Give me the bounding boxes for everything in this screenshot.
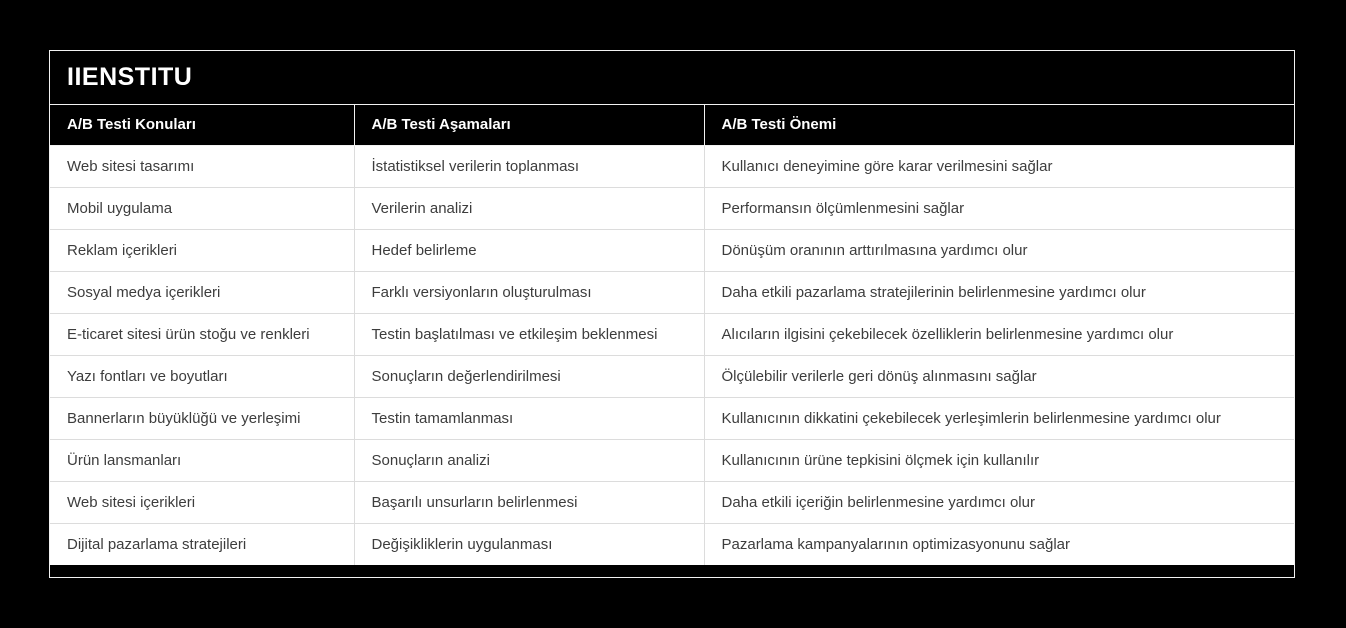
- table-cell: Testin tamamlanması: [354, 397, 704, 439]
- table-cell: Kullanıcının dikkatini çekebilecek yerleşimlerin belirlenmesine yardımcı olur: [704, 397, 1294, 439]
- table-row: [50, 145, 1294, 187]
- table-cell: Ölçülebilir verilerle geri dönüş alınmasını sağlar: [704, 355, 1294, 397]
- table-row: [50, 187, 1294, 229]
- column-header-topics: A/B Testi Konuları: [50, 105, 354, 145]
- table-row: [50, 313, 1294, 355]
- table-row: [50, 355, 1294, 397]
- table-cell: Hedef belirleme: [354, 229, 704, 271]
- table-header: [50, 105, 1294, 145]
- table-cell: Bannerların büyüklüğü ve yerleşimi: [50, 397, 354, 439]
- table-cell: Ürün lansmanları: [50, 439, 354, 481]
- column-header-importance: A/B Testi Önemi: [704, 105, 1294, 145]
- table-cell: Performansın ölçümlenmesini sağlar: [704, 187, 1294, 229]
- table-cell: Değişikliklerin uygulanması: [354, 523, 704, 565]
- title-bar: [50, 51, 1294, 105]
- table-cell: Reklam içerikleri: [50, 229, 354, 271]
- table-cell: Pazarlama kampanyalarının optimizasyonunu sağlar: [704, 523, 1294, 565]
- table-header-row: [50, 105, 1294, 145]
- table-cell: Dijital pazarlama stratejileri: [50, 523, 354, 565]
- table-cell: Sonuçların değerlendirilmesi: [354, 355, 704, 397]
- table-cell: Testin başlatılması ve etkileşim beklenmesi: [354, 313, 704, 355]
- table-cell: Daha etkili pazarlama stratejilerinin belirlenmesine yardımcı olur: [704, 271, 1294, 313]
- table-cell: Yazı fontları ve boyutları: [50, 355, 354, 397]
- table-row: [50, 271, 1294, 313]
- table-cell: Verilerin analizi: [354, 187, 704, 229]
- table-cell: İstatistiksel verilerin toplanması: [354, 145, 704, 187]
- table-row: [50, 229, 1294, 271]
- table-cell: Daha etkili içeriğin belirlenmesine yardımcı olur: [704, 481, 1294, 523]
- table-cell: Farklı versiyonların oluşturulması: [354, 271, 704, 313]
- table-cell: Sosyal medya içerikleri: [50, 271, 354, 313]
- ab-test-table: [50, 105, 1294, 565]
- table-row: [50, 523, 1294, 565]
- table-cell: E-ticaret sitesi ürün stoğu ve renkleri: [50, 313, 354, 355]
- table-cell: Kullanıcının ürüne tepkisini ölçmek için kullanılır: [704, 439, 1294, 481]
- table-body: [50, 145, 1294, 565]
- brand-title: IIENSTITU: [67, 63, 193, 91]
- table-cell: Web sitesi tasarımı: [50, 145, 354, 187]
- table-cell: Mobil uygulama: [50, 187, 354, 229]
- table-row: [50, 481, 1294, 523]
- table-cell: Alıcıların ilgisini çekebilecek özelliklerin belirlenmesine yardımcı olur: [704, 313, 1294, 355]
- table-cell: Kullanıcı deneyimine göre karar verilmesini sağlar: [704, 145, 1294, 187]
- table-cell: Dönüşüm oranının arttırılmasına yardımcı olur: [704, 229, 1294, 271]
- table-row: [50, 439, 1294, 481]
- table-cell: Sonuçların analizi: [354, 439, 704, 481]
- column-header-stages: A/B Testi Aşamaları: [354, 105, 704, 145]
- table-row: [50, 397, 1294, 439]
- ab-test-panel: [49, 50, 1295, 578]
- table-cell: Başarılı unsurların belirlenmesi: [354, 481, 704, 523]
- table-cell: Web sitesi içerikleri: [50, 481, 354, 523]
